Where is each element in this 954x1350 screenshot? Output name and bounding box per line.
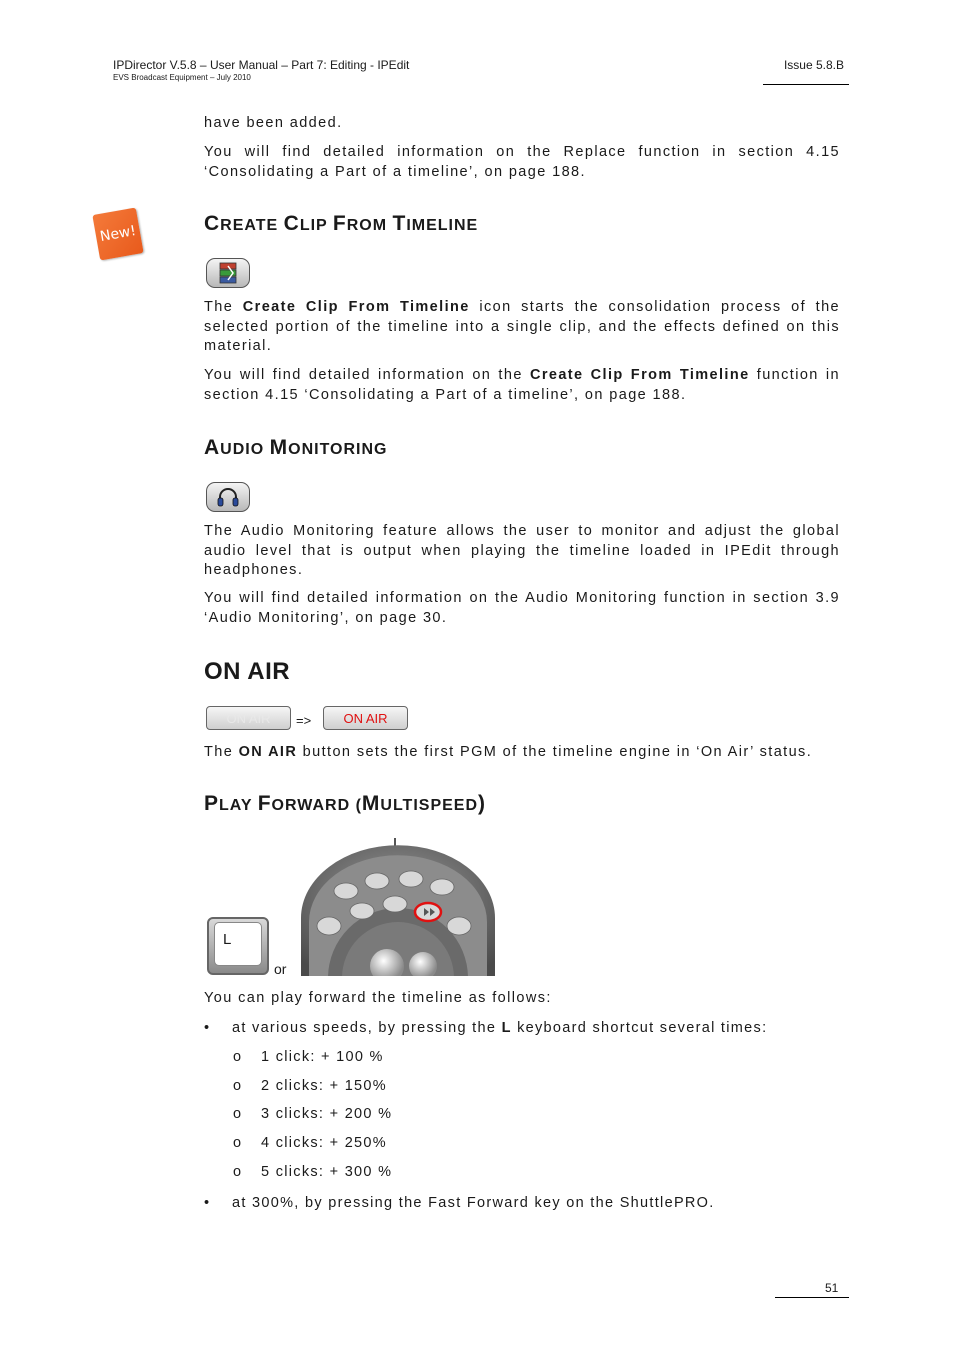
footer-rule <box>775 1297 849 1298</box>
create-clip-paragraph-2: You will find detailed information on the Create Clip From Timeline function in section 4.15 ‘Consolidating a Part of a timeline’, on page 188. <box>204 367 840 403</box>
new-badge: New! <box>92 208 143 261</box>
header-title: IPDirector V.5.8 – User Manual – Part 7: Editing - IPEdit <box>113 58 410 72</box>
or-text: or <box>274 961 287 977</box>
l-key[interactable] <box>207 917 269 975</box>
intro-line: have been added. <box>204 115 343 131</box>
header-issue: Issue 5.8.B <box>783 58 844 72</box>
create-clip-paragraph-1: The Create Clip From Timeline icon starts the consolidation process of the selected portion of the timeline into a single clip, and the effects defined on this material. <box>204 299 840 354</box>
header-subtitle: EVS Broadcast Equipment – July 2010 <box>113 73 251 82</box>
sub-item: o 4 clicks: + 250% <box>233 1135 387 1151</box>
heading-audio-monitoring: AUDIO MONITORING <box>204 436 388 459</box>
on-air-button-inactive[interactable]: ON AIR <box>206 706 291 730</box>
create-clip-icon-button[interactable] <box>206 258 250 288</box>
bullet-1: • at various speeds, by pressing the L keyboard shortcut several times: <box>204 1020 768 1036</box>
sub-item: o 2 clicks: + 150% <box>233 1078 387 1094</box>
l-key-label: L <box>214 922 262 966</box>
headphones-icon <box>216 486 240 508</box>
sub-item: o 1 click: + 100 % <box>233 1049 384 1065</box>
audio-paragraph-1: The Audio Monitoring feature allows the user to monitor and adjust the global audio level that is output when playing the timeline loaded in IPEdit through headphones. <box>204 523 840 578</box>
on-air-paragraph: The ON AIR button sets the first PGM of the timeline engine in ‘On Air’ status. <box>204 744 813 760</box>
bullet-2: • at 300%, by pressing the Fast Forward key on the ShuttlePRO. <box>204 1195 715 1211</box>
sub-item: o 3 clicks: + 200 % <box>233 1106 393 1122</box>
sub-item: o 5 clicks: + 300 % <box>233 1164 393 1180</box>
page-number: 51 <box>825 1281 839 1295</box>
intro-paragraph: You will find detailed information on the Replace function in section 4.15 ‘Consolidating a Part of a timeline’, on page 188. <box>204 144 840 180</box>
shuttlepro-image <box>299 838 497 976</box>
audio-monitoring-icon-button[interactable] <box>206 482 250 512</box>
header-rule <box>763 84 849 85</box>
heading-play-forward: PLAY FORWARD (MULTISPEED) <box>204 792 487 815</box>
audio-paragraph-2: You will find detailed information on the Audio Monitoring function in section 3.9 ‘Audio Monitoring’, on page 30. <box>204 590 840 626</box>
create-clip-icon <box>217 261 239 285</box>
arrow-text: => <box>296 713 312 728</box>
heading-create-clip: CREATE CLIP FROM TIMELINE <box>204 212 479 235</box>
heading-on-air: ON AIR <box>204 658 291 685</box>
on-air-button-active[interactable]: ON AIR <box>323 706 408 730</box>
play-intro: You can play forward the timeline as follows: <box>204 990 552 1006</box>
